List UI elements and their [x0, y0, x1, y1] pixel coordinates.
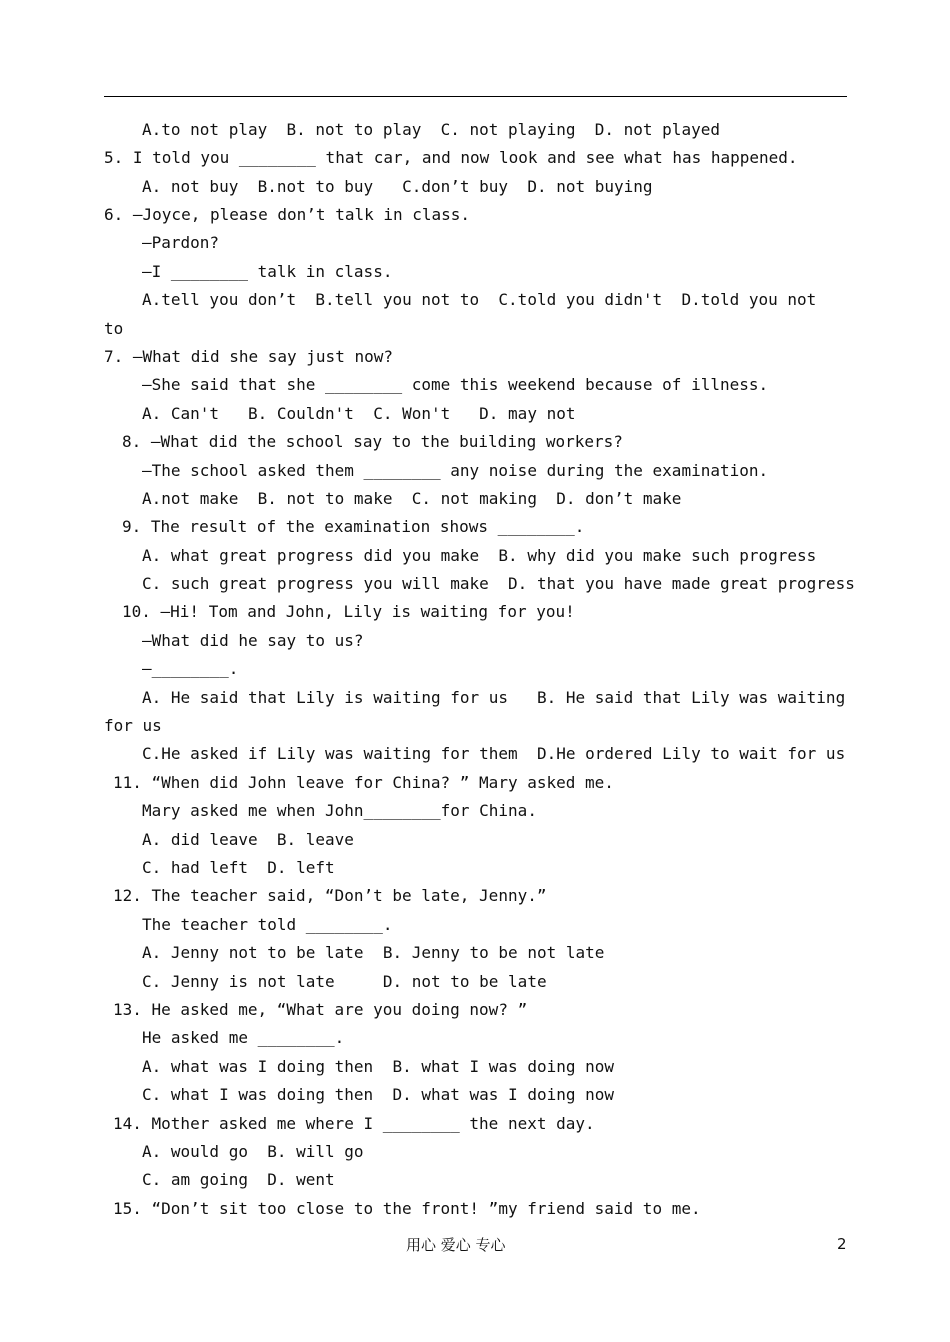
question-10-options: A. He said that Lily is waiting for us B. He said that Lily was waiting [142, 688, 846, 707]
question-14-options: C. am going D. went [142, 1170, 335, 1189]
question-13-options: A. what was I doing then B. what I was doing now [142, 1057, 615, 1076]
header-rule [104, 96, 847, 97]
question-12-options: C. Jenny is not late D. not to be late [142, 972, 547, 991]
question-13-options: C. what I was doing then D. what was I doing now [142, 1085, 615, 1104]
question-10-dialog-line: —What did he say to us? [142, 631, 364, 650]
question-6-options-wrap: to [104, 319, 124, 338]
question-11-options: C. had left D. left [142, 858, 335, 877]
question-10-options-wrap: for us [104, 716, 162, 735]
question-8-stem: 8. —What did the school say to the building workers? [122, 432, 623, 451]
question-12-options: A. Jenny not to be late B. Jenny to be not late [142, 943, 605, 962]
question-9-options: A. what great progress did you make B. why did you make such progress [142, 546, 817, 565]
question-5-stem: 5. I told you ________ that car, and now look and see what has happened. [104, 148, 798, 167]
question-14-stem: 14. Mother asked me where I ________ the next day. [113, 1114, 595, 1133]
question-5-options: A. not buy B.not to buy C.don’t buy D. not buying [142, 177, 653, 196]
question-8-dialog-line: —The school asked them ________ any noise during the examination. [142, 461, 769, 480]
question-10-stem: 10. —Hi! Tom and John, Lily is waiting for you! [122, 602, 575, 621]
question-8-options: A.not make B. not to make C. not making D. don’t make [142, 489, 682, 508]
question-13-stem: 13. He asked me, “What are you doing now? ” [113, 1000, 528, 1019]
question-6-stem: 6. —Joyce, please don’t talk in class. [104, 205, 471, 224]
question-10-options: C.He asked if Lily was waiting for them D.He ordered Lily to wait for us [142, 744, 846, 763]
question-13-prompt: He asked me ________. [142, 1028, 345, 1047]
question-14-options: A. would go B. will go [142, 1142, 364, 1161]
question-6-dialog-line: —Pardon? [142, 233, 220, 252]
question-6-options: A.tell you don’t B.tell you not to C.told you didn't D.told you not [142, 290, 817, 309]
question-4-options: A.to not play B. not to play C. not playing D. not played [142, 120, 720, 139]
footer-motto: 用心 爱心 专心 [406, 1236, 506, 1254]
question-11-prompt: Mary asked me when John________for China. [142, 801, 537, 820]
question-15-stem: 15. “Don’t sit too close to the front! ”my friend said to me. [113, 1199, 701, 1218]
question-9-stem: 9. The result of the examination shows ________. [122, 517, 585, 536]
question-12-stem: 12. The teacher said, “Don’t be late, Jenny.” [113, 886, 547, 905]
question-9-options: C. such great progress you will make D. that you have made great progress [142, 574, 855, 593]
question-11-stem: 11. “When did John leave for China? ” Mary asked me. [113, 773, 614, 792]
question-12-prompt: The teacher told ________. [142, 915, 393, 934]
question-10-dialog-line: —________. [142, 659, 239, 678]
question-7-options: A. Can't B. Couldn't C. Won't D. may not [142, 404, 576, 423]
page-number: 2 [837, 1235, 847, 1253]
question-7-stem: 7. —What did she say just now? [104, 347, 393, 366]
question-7-dialog-line: —She said that she ________ come this weekend because of illness. [142, 375, 769, 394]
question-11-options: A. did leave B. leave [142, 830, 354, 849]
question-6-dialog-line: —I ________ talk in class. [142, 262, 393, 281]
